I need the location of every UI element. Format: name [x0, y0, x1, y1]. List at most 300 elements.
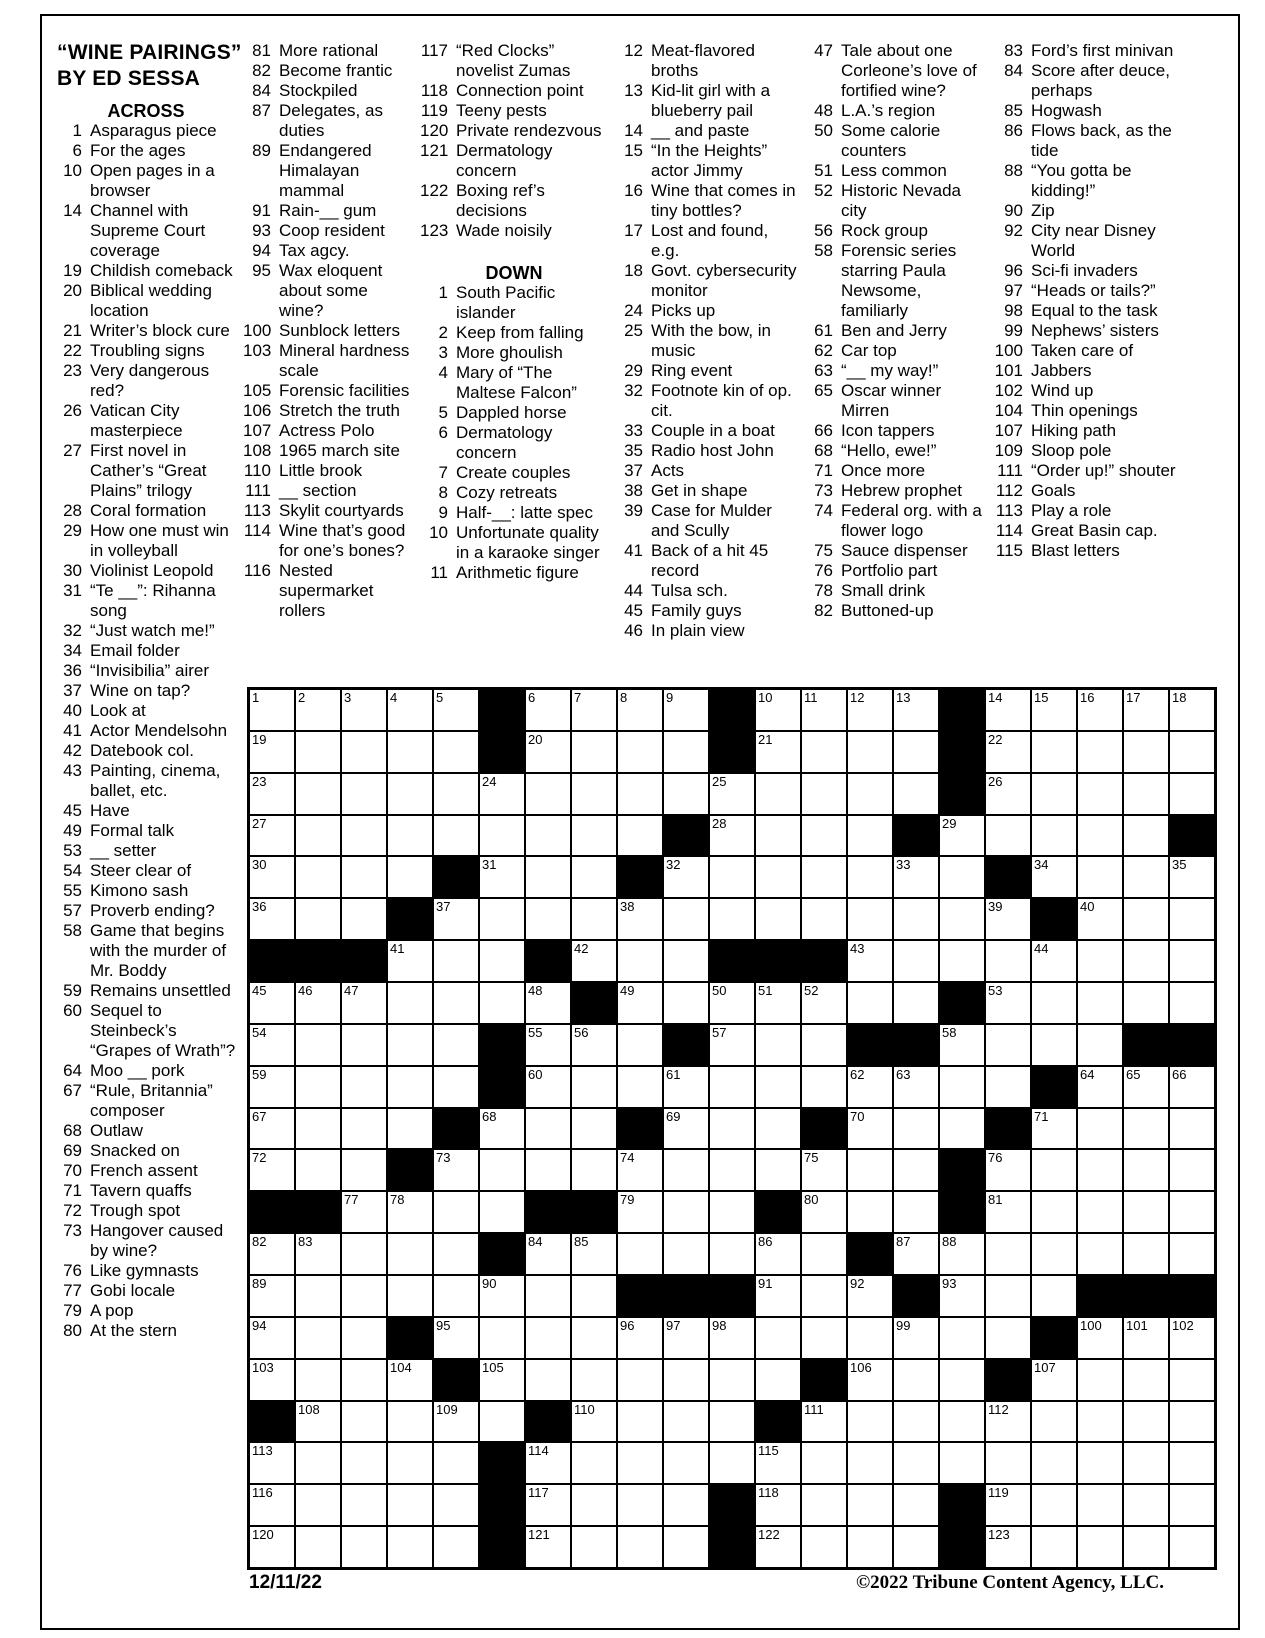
grid-cell[interactable] — [1124, 1360, 1168, 1400]
grid-cell[interactable] — [1078, 1443, 1122, 1483]
grid-cell[interactable] — [250, 983, 294, 1023]
grid-cell[interactable] — [1124, 1402, 1168, 1442]
grid-cell[interactable] — [480, 1192, 524, 1232]
grid-cell[interactable] — [250, 1276, 294, 1316]
grid-cell[interactable] — [664, 983, 708, 1023]
grid-cell[interactable] — [572, 1527, 616, 1567]
grid-cell[interactable] — [986, 1318, 1030, 1358]
grid-cell[interactable] — [894, 1443, 938, 1483]
grid-cell[interactable] — [388, 1234, 432, 1274]
grid-cell[interactable] — [1124, 1234, 1168, 1274]
grid-cell[interactable] — [342, 1109, 386, 1149]
grid-cell[interactable] — [664, 1109, 708, 1149]
grid-cell[interactable] — [1032, 1443, 1076, 1483]
grid-cell[interactable] — [1124, 1527, 1168, 1567]
grid-cell[interactable] — [894, 899, 938, 939]
grid-cell[interactable] — [572, 1443, 616, 1483]
grid-cell[interactable] — [940, 857, 984, 897]
grid-cell[interactable] — [388, 774, 432, 814]
grid-cell[interactable] — [940, 1443, 984, 1483]
grid-cell[interactable] — [342, 816, 386, 856]
grid-cell[interactable] — [664, 1150, 708, 1190]
grid-cell[interactable] — [940, 1109, 984, 1149]
grid-cell[interactable] — [1032, 1234, 1076, 1274]
grid-cell[interactable] — [388, 690, 432, 730]
grid-cell[interactable] — [250, 774, 294, 814]
grid-cell[interactable] — [434, 1443, 478, 1483]
grid-cell[interactable] — [572, 1402, 616, 1442]
grid-cell[interactable] — [434, 774, 478, 814]
grid-cell[interactable] — [1032, 983, 1076, 1023]
grid-cell[interactable] — [342, 732, 386, 772]
grid-cell[interactable] — [526, 1025, 570, 1065]
grid-cell[interactable] — [434, 1318, 478, 1358]
grid-cell[interactable] — [572, 774, 616, 814]
grid-cell[interactable] — [1078, 899, 1122, 939]
grid-cell[interactable] — [434, 941, 478, 981]
grid-cell[interactable] — [710, 1150, 754, 1190]
grid-cell[interactable] — [1124, 1318, 1168, 1358]
grid-cell[interactable] — [480, 816, 524, 856]
grid-cell[interactable] — [618, 1360, 662, 1400]
grid-cell[interactable] — [296, 1109, 340, 1149]
grid-cell[interactable] — [342, 1485, 386, 1525]
grid-cell[interactable] — [388, 732, 432, 772]
grid-cell[interactable] — [756, 1109, 800, 1149]
grid-cell[interactable] — [986, 816, 1030, 856]
grid-cell[interactable] — [940, 816, 984, 856]
grid-cell[interactable] — [894, 1192, 938, 1232]
grid-cell[interactable] — [618, 1234, 662, 1274]
grid-cell[interactable] — [1032, 1402, 1076, 1442]
grid-cell[interactable] — [986, 732, 1030, 772]
grid-cell[interactable] — [986, 1276, 1030, 1316]
grid-cell[interactable] — [526, 1318, 570, 1358]
grid-cell[interactable] — [802, 1485, 846, 1525]
grid-cell[interactable] — [1170, 1527, 1214, 1567]
grid-cell[interactable] — [894, 983, 938, 1023]
grid-cell[interactable] — [894, 774, 938, 814]
grid-cell[interactable] — [802, 1025, 846, 1065]
grid-cell[interactable] — [1124, 1192, 1168, 1232]
grid-cell[interactable] — [572, 1318, 616, 1358]
grid-cell[interactable] — [1078, 1402, 1122, 1442]
grid-cell[interactable] — [756, 1067, 800, 1107]
grid-cell[interactable] — [434, 1025, 478, 1065]
grid-cell[interactable] — [802, 857, 846, 897]
grid-cell[interactable] — [1032, 690, 1076, 730]
grid-cell[interactable] — [986, 1150, 1030, 1190]
grid-cell[interactable] — [296, 983, 340, 1023]
grid-cell[interactable] — [434, 690, 478, 730]
grid-cell[interactable] — [572, 732, 616, 772]
grid-cell[interactable] — [940, 1234, 984, 1274]
grid-cell[interactable] — [664, 1234, 708, 1274]
grid-cell[interactable] — [1032, 1025, 1076, 1065]
grid-cell[interactable] — [250, 732, 294, 772]
grid-cell[interactable] — [848, 732, 892, 772]
grid-cell[interactable] — [526, 983, 570, 1023]
grid-cell[interactable] — [756, 1276, 800, 1316]
grid-cell[interactable] — [1170, 857, 1214, 897]
grid-cell[interactable] — [342, 1192, 386, 1232]
grid-cell[interactable] — [802, 1527, 846, 1567]
grid-cell[interactable] — [434, 1402, 478, 1442]
grid-cell[interactable] — [434, 1276, 478, 1316]
grid-cell[interactable] — [1078, 1360, 1122, 1400]
grid-cell[interactable] — [1124, 941, 1168, 981]
grid-cell[interactable] — [618, 899, 662, 939]
grid-cell[interactable] — [250, 1360, 294, 1400]
grid-cell[interactable] — [250, 1527, 294, 1567]
grid-cell[interactable] — [296, 1067, 340, 1107]
grid-cell[interactable] — [296, 857, 340, 897]
grid-cell[interactable] — [986, 1067, 1030, 1107]
grid-cell[interactable] — [618, 1192, 662, 1232]
grid-cell[interactable] — [848, 1276, 892, 1316]
grid-cell[interactable] — [572, 1234, 616, 1274]
grid-cell[interactable] — [1124, 774, 1168, 814]
grid-cell[interactable] — [664, 1192, 708, 1232]
grid-cell[interactable] — [1170, 941, 1214, 981]
grid-cell[interactable] — [1124, 899, 1168, 939]
grid-cell[interactable] — [802, 1402, 846, 1442]
grid-cell[interactable] — [664, 1402, 708, 1442]
grid-cell[interactable] — [710, 1192, 754, 1232]
grid-cell[interactable] — [250, 1234, 294, 1274]
grid-cell[interactable] — [434, 983, 478, 1023]
grid-cell[interactable] — [1032, 1192, 1076, 1232]
grid-cell[interactable] — [388, 1485, 432, 1525]
grid-cell[interactable] — [572, 1067, 616, 1107]
grid-cell[interactable] — [388, 1360, 432, 1400]
grid-cell[interactable] — [1078, 1192, 1122, 1232]
grid-cell[interactable] — [342, 1402, 386, 1442]
grid-cell[interactable] — [940, 899, 984, 939]
grid-cell[interactable] — [296, 1402, 340, 1442]
grid-cell[interactable] — [250, 857, 294, 897]
grid-cell[interactable] — [664, 1067, 708, 1107]
grid-cell[interactable] — [848, 816, 892, 856]
grid-cell[interactable] — [572, 816, 616, 856]
grid-cell[interactable] — [250, 1485, 294, 1525]
grid-cell[interactable] — [986, 1234, 1030, 1274]
grid-cell[interactable] — [572, 1109, 616, 1149]
grid-cell[interactable] — [526, 690, 570, 730]
grid-cell[interactable] — [940, 1067, 984, 1107]
grid-cell[interactable] — [940, 1276, 984, 1316]
grid-cell[interactable] — [894, 1234, 938, 1274]
grid-cell[interactable] — [1124, 1485, 1168, 1525]
grid-cell[interactable] — [986, 1485, 1030, 1525]
grid-cell[interactable] — [1032, 941, 1076, 981]
grid-cell[interactable] — [342, 983, 386, 1023]
grid-cell[interactable] — [296, 1150, 340, 1190]
grid-cell[interactable] — [250, 1025, 294, 1065]
grid-cell[interactable] — [388, 816, 432, 856]
grid-cell[interactable] — [1078, 983, 1122, 1023]
grid-cell[interactable] — [848, 1109, 892, 1149]
grid-cell[interactable] — [342, 690, 386, 730]
grid-cell[interactable] — [1124, 1443, 1168, 1483]
grid-cell[interactable] — [618, 732, 662, 772]
grid-cell[interactable] — [388, 857, 432, 897]
grid-cell[interactable] — [296, 1360, 340, 1400]
grid-cell[interactable] — [342, 1360, 386, 1400]
grid-cell[interactable] — [1078, 1485, 1122, 1525]
grid-cell[interactable] — [756, 816, 800, 856]
grid-cell[interactable] — [1078, 941, 1122, 981]
grid-cell[interactable] — [1032, 1485, 1076, 1525]
grid-cell[interactable] — [1078, 1234, 1122, 1274]
grid-cell[interactable] — [296, 816, 340, 856]
grid-cell[interactable] — [618, 1067, 662, 1107]
grid-cell[interactable] — [940, 1318, 984, 1358]
grid-cell[interactable] — [1170, 1234, 1214, 1274]
grid-cell[interactable] — [618, 1150, 662, 1190]
grid-cell[interactable] — [1124, 1150, 1168, 1190]
grid-cell[interactable] — [1032, 1276, 1076, 1316]
grid-cell[interactable] — [1170, 983, 1214, 1023]
grid-cell[interactable] — [756, 732, 800, 772]
grid-cell[interactable] — [710, 1067, 754, 1107]
grid-cell[interactable] — [250, 690, 294, 730]
grid-cell[interactable] — [848, 1192, 892, 1232]
grid-cell[interactable] — [572, 1150, 616, 1190]
grid-cell[interactable] — [848, 1402, 892, 1442]
grid-cell[interactable] — [1078, 1025, 1122, 1065]
grid-cell[interactable] — [848, 1443, 892, 1483]
grid-cell[interactable] — [526, 732, 570, 772]
grid-cell[interactable] — [388, 1025, 432, 1065]
grid-cell[interactable] — [618, 1485, 662, 1525]
grid-cell[interactable] — [756, 983, 800, 1023]
grid-cell[interactable] — [1124, 857, 1168, 897]
grid-cell[interactable] — [894, 1527, 938, 1567]
grid-cell[interactable] — [526, 1443, 570, 1483]
grid-cell[interactable] — [572, 1485, 616, 1525]
grid-cell[interactable] — [480, 1150, 524, 1190]
grid-cell[interactable] — [526, 1485, 570, 1525]
grid-cell[interactable] — [1124, 983, 1168, 1023]
grid-cell[interactable] — [940, 1025, 984, 1065]
grid-cell[interactable] — [848, 857, 892, 897]
grid-cell[interactable] — [848, 1318, 892, 1358]
grid-cell[interactable] — [1032, 1109, 1076, 1149]
grid-cell[interactable] — [848, 774, 892, 814]
grid-cell[interactable] — [848, 1485, 892, 1525]
grid-cell[interactable] — [250, 1067, 294, 1107]
grid-cell[interactable] — [802, 816, 846, 856]
grid-cell[interactable] — [986, 1527, 1030, 1567]
grid-cell[interactable] — [848, 690, 892, 730]
grid-cell[interactable] — [618, 1402, 662, 1442]
grid-cell[interactable] — [848, 1067, 892, 1107]
grid-cell[interactable] — [1032, 857, 1076, 897]
grid-cell[interactable] — [1170, 1067, 1214, 1107]
grid-cell[interactable] — [894, 1485, 938, 1525]
grid-cell[interactable] — [664, 899, 708, 939]
grid-cell[interactable] — [388, 1276, 432, 1316]
grid-cell[interactable] — [710, 983, 754, 1023]
grid-cell[interactable] — [388, 941, 432, 981]
grid-cell[interactable] — [480, 941, 524, 981]
grid-cell[interactable] — [434, 732, 478, 772]
grid-cell[interactable] — [664, 732, 708, 772]
grid-cell[interactable] — [710, 1025, 754, 1065]
grid-cell[interactable] — [848, 1527, 892, 1567]
grid-cell[interactable] — [756, 1318, 800, 1358]
grid-cell[interactable] — [1032, 1360, 1076, 1400]
grid-cell[interactable] — [986, 1402, 1030, 1442]
grid-cell[interactable] — [342, 1067, 386, 1107]
grid-cell[interactable] — [480, 774, 524, 814]
grid-cell[interactable] — [664, 1485, 708, 1525]
grid-cell[interactable] — [1124, 1067, 1168, 1107]
grid-cell[interactable] — [480, 1402, 524, 1442]
grid-cell[interactable] — [802, 1150, 846, 1190]
grid-cell[interactable] — [618, 1527, 662, 1567]
grid-cell[interactable] — [1078, 774, 1122, 814]
grid-cell[interactable] — [1078, 1527, 1122, 1567]
grid-cell[interactable] — [802, 1318, 846, 1358]
grid-cell[interactable] — [388, 1192, 432, 1232]
grid-cell[interactable] — [710, 1443, 754, 1483]
grid-cell[interactable] — [1170, 732, 1214, 772]
grid-cell[interactable] — [250, 1318, 294, 1358]
grid-cell[interactable] — [710, 899, 754, 939]
grid-cell[interactable] — [526, 1276, 570, 1316]
grid-cell[interactable] — [526, 857, 570, 897]
grid-cell[interactable] — [250, 816, 294, 856]
grid-cell[interactable] — [480, 857, 524, 897]
grid-cell[interactable] — [894, 732, 938, 772]
grid-cell[interactable] — [296, 732, 340, 772]
grid-cell[interactable] — [342, 1443, 386, 1483]
grid-cell[interactable] — [664, 774, 708, 814]
grid-cell[interactable] — [342, 1234, 386, 1274]
grid-cell[interactable] — [894, 690, 938, 730]
grid-cell[interactable] — [1078, 690, 1122, 730]
grid-cell[interactable] — [572, 857, 616, 897]
grid-cell[interactable] — [986, 899, 1030, 939]
grid-cell[interactable] — [342, 899, 386, 939]
grid-cell[interactable] — [756, 899, 800, 939]
grid-cell[interactable] — [802, 1443, 846, 1483]
grid-cell[interactable] — [940, 941, 984, 981]
grid-cell[interactable] — [986, 1025, 1030, 1065]
grid-cell[interactable] — [388, 1067, 432, 1107]
grid-cell[interactable] — [756, 1150, 800, 1190]
grid-cell[interactable] — [480, 899, 524, 939]
grid-cell[interactable] — [1170, 1443, 1214, 1483]
grid-cell[interactable] — [342, 1318, 386, 1358]
grid-cell[interactable] — [526, 1109, 570, 1149]
grid-cell[interactable] — [388, 1402, 432, 1442]
grid-cell[interactable] — [572, 1025, 616, 1065]
grid-cell[interactable] — [526, 1067, 570, 1107]
grid-cell[interactable] — [710, 857, 754, 897]
grid-cell[interactable] — [526, 1527, 570, 1567]
grid-cell[interactable] — [664, 941, 708, 981]
grid-cell[interactable] — [1032, 774, 1076, 814]
grid-cell[interactable] — [940, 1402, 984, 1442]
grid-cell[interactable] — [756, 1025, 800, 1065]
grid-cell[interactable] — [940, 1360, 984, 1400]
grid-cell[interactable] — [296, 1276, 340, 1316]
grid-cell[interactable] — [434, 1234, 478, 1274]
grid-cell[interactable] — [480, 1276, 524, 1316]
grid-cell[interactable] — [1032, 732, 1076, 772]
grid-cell[interactable] — [434, 1527, 478, 1567]
grid-cell[interactable] — [572, 941, 616, 981]
grid-cell[interactable] — [756, 774, 800, 814]
grid-cell[interactable] — [1078, 1109, 1122, 1149]
grid-cell[interactable] — [756, 1234, 800, 1274]
grid-cell[interactable] — [1170, 1402, 1214, 1442]
grid-cell[interactable] — [756, 857, 800, 897]
grid-cell[interactable] — [894, 1150, 938, 1190]
grid-cell[interactable] — [388, 983, 432, 1023]
grid-cell[interactable] — [434, 1067, 478, 1107]
grid-cell[interactable] — [1078, 857, 1122, 897]
grid-cell[interactable] — [434, 1192, 478, 1232]
grid-cell[interactable] — [250, 899, 294, 939]
grid-cell[interactable] — [664, 1443, 708, 1483]
grid-cell[interactable] — [756, 1485, 800, 1525]
grid-cell[interactable] — [802, 1276, 846, 1316]
grid-cell[interactable] — [756, 1527, 800, 1567]
grid-cell[interactable] — [1032, 1150, 1076, 1190]
grid-cell[interactable] — [664, 1360, 708, 1400]
grid-cell[interactable] — [342, 1527, 386, 1567]
grid-cell[interactable] — [802, 1067, 846, 1107]
grid-cell[interactable] — [572, 1360, 616, 1400]
grid-cell[interactable] — [296, 1527, 340, 1567]
grid-cell[interactable] — [986, 941, 1030, 981]
grid-cell[interactable] — [802, 1192, 846, 1232]
grid-cell[interactable] — [848, 1360, 892, 1400]
grid-cell[interactable] — [986, 1192, 1030, 1232]
grid-cell[interactable] — [526, 774, 570, 814]
grid-cell[interactable] — [710, 774, 754, 814]
grid-cell[interactable] — [664, 857, 708, 897]
grid-cell[interactable] — [802, 732, 846, 772]
grid-cell[interactable] — [1078, 816, 1122, 856]
grid-cell[interactable] — [618, 983, 662, 1023]
grid-cell[interactable] — [1078, 1318, 1122, 1358]
grid-cell[interactable] — [526, 899, 570, 939]
grid-cell[interactable] — [894, 857, 938, 897]
grid-cell[interactable] — [802, 774, 846, 814]
grid-cell[interactable] — [434, 1485, 478, 1525]
grid-cell[interactable] — [802, 1234, 846, 1274]
grid-cell[interactable] — [664, 1318, 708, 1358]
grid-cell[interactable] — [296, 1234, 340, 1274]
grid-cell[interactable] — [848, 899, 892, 939]
grid-cell[interactable] — [618, 1318, 662, 1358]
grid-cell[interactable] — [250, 1109, 294, 1149]
grid-cell[interactable] — [848, 983, 892, 1023]
grid-cell[interactable] — [250, 1150, 294, 1190]
grid-cell[interactable] — [572, 690, 616, 730]
grid-cell[interactable] — [526, 1234, 570, 1274]
grid-cell[interactable] — [1170, 899, 1214, 939]
grid-cell[interactable] — [296, 1025, 340, 1065]
grid-cell[interactable] — [434, 816, 478, 856]
grid-cell[interactable] — [296, 690, 340, 730]
grid-cell[interactable] — [664, 1527, 708, 1567]
